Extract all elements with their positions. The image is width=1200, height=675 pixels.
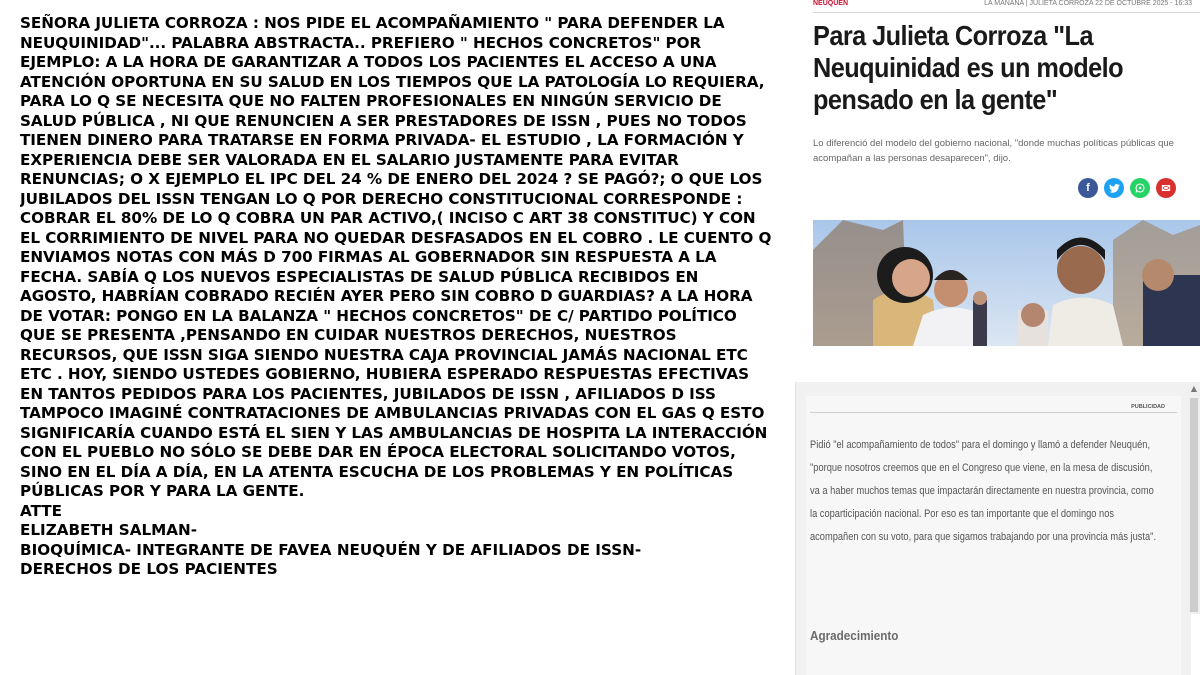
ad-divider [810, 412, 1177, 413]
article-headline: Para Julieta Corroza "La Neuquinidad es un modelo pensado en la gente" [813, 20, 1124, 115]
scroll-up-arrow-icon[interactable]: ▲ [1190, 384, 1198, 393]
news-article [785, 0, 1200, 675]
facebook-icon[interactable]: f [1078, 178, 1098, 198]
excerpt-paragraph: Pidió "el acompañamiento de todos" para el domingo y llamó a defender Neuquén, "porque nosotros creemos que en el Congreso que viene, en la mesa de discusión, va a haber muchos temas que impactarán directamente en nuestra provincia, como la coparticipación nacional. Por eso es tan importante que el domingo nos acompañen con su voto, para que sigamos trabajando por una provincia más justa". [810, 439, 1157, 543]
whatsapp-icon[interactable] [1130, 178, 1150, 198]
divider [813, 12, 1200, 13]
spacer [795, 352, 1200, 382]
twitter-icon[interactable] [1104, 178, 1124, 198]
scrollbar[interactable] [1188, 382, 1200, 614]
email-icon[interactable]: ✉ [1156, 178, 1176, 198]
article-byline: LA MAÑANA | JULIETA CORROZA 22 DE OCTUBRE 2025 - 16:33 [984, 0, 1192, 7]
section-tag[interactable]: NEUQUÉN [813, 0, 849, 7]
letter-author-role: BIOQUÍMICA- INTEGRANTE DE FAVEA NEUQUÉN Y DE AFILIADOS DE ISSN- [20, 540, 642, 559]
article-photo [813, 220, 1200, 346]
letter-cause: DERECHOS DE LOS PACIENTES [20, 560, 278, 578]
article-lede: Lo diferenció del modelo del gobierno nacional, "donde muchas políticas públicas que acompañan a las personas desaparecen", dijo. [813, 138, 1174, 164]
share-bar [1078, 178, 1176, 198]
article-topbar [813, 0, 1192, 10]
letter-closing: ATTE [20, 501, 63, 520]
next-section-heading: Agradecimiento [810, 628, 899, 643]
open-letter [20, 14, 772, 654]
scrollbar-thumb[interactable] [1190, 398, 1198, 612]
letter-body: SEÑORA JULIETA CORROZA : NOS PIDE EL ACOMPAÑAMIENTO " PARA DEFENDER LA NEUQUINIDAD"... PALABRA ABSTRACTA.. PREFIERO " HECHOS CONCRETOS" POR EJEMPLO: A LA HORA DE GARANTIZAR A TODOS LOS PACIENTES EL ACCESO A UNA ATENCIÓN OPORTUNA EN SU SALUD EN LOS TIEMPOS QUE LA PATOLOGÍA LO REQUIERA, PARA LO Q SE NECESITA QUE NO FALTEN PROFESIONALES EN NINGÚN SERVICIO DE SALUD PÚBLICA , NI QUE RENUNCIEN A SER PRESTADORES DE ISSN , PUES NO TODOS TIENEN DINERO PARA TRATARSE EN FORMA PRIVADA- EL ESTUDIO , LA FORMACIÓN Y EXPERIENCIA DEBE SER VALORADA EN EL SALARIO JUSTAMENTE PARA EVITAR RENUNCIAS; O X EJEMPLO EL IPC DEL 24 % DE ENERO DEL 2024 ? SE PAGÓ?; O QUE LOS JUBILADOS DEL ISSN TENGAN LO Q POR DERECHO CONSTITUCIONAL CORRESPONDE : COBRAR EL 80% DE LO Q COBRA UN PAR ACTIVO,( INCISO C ART 38 CONSTITUC) Y CON EL CORRIMIENTO DE NIVEL PARA NO QUEDAR DESFASADOS EN EL COBRO . LE CUENTO Q ENVIAMOS NOTAS CON MÁS D 700 FIRMAS AL GOBERNADOR SIN RESPUESTA A LA FECHA. SABÍA Q LOS NUEVOS ESPECIALISTAS DE SALUD PÚBLICA RECIBIDOS EN AGOSTO, HABRÍAN COBRADO RECIÉN AYER PERO SIN COBRO D GUARDIAS? A LA HORA DE VOTAR: PONGO EN LA BALANZA " HECHOS CONCRETOS" DE C/ PARTIDO POLÍTICO QUE SE PRESENTA ,PENSANDO EN CUIDAR NUESTROS DERECHOS, NUESTROS RECURSOS, QUE ISSN SIGA SIENDO NUESTRA CAJA PROVINCIAL JAMÁS NACIONAL ETC ETC . HOY, SIENDO USTEDES GOBIERNO, HUBIERA ESPERADO RESPUESTAS EFECTIVAS EN TANTOS PEDIDOS PARA LOS PACIENTES, JUBILADOS DE ISSN , AFILIADOS D ISS TAMPOCO IMAGINÉ CONTRATACIONES DE AMBULANCIAS PRIVADAS CON EL GAS Q ESTO SIGNIFICARÍA CUANDO ESTÁ EL SIEN Y LAS AMBULANCIAS DE HOSPITA LA INTERACCIÓN CON EL PUEBLO NO SÓLO SE DEBE DAR EN ÉPOCA ELECTORAL SOLICITANDO VOTOS, SINO EN EL DÍA A DÍA, EN LA ATENTA ESCUCHA DE LOS PROBLEMAS Y EN POLÍTICAS PÚBLICAS POR Y PARA LA GENTE. [20, 14, 772, 500]
ad-label: PUBLICIDAD [1131, 404, 1165, 410]
letter-author: ELIZABETH SALMAN- [20, 521, 198, 539]
article-excerpt [795, 382, 1191, 675]
